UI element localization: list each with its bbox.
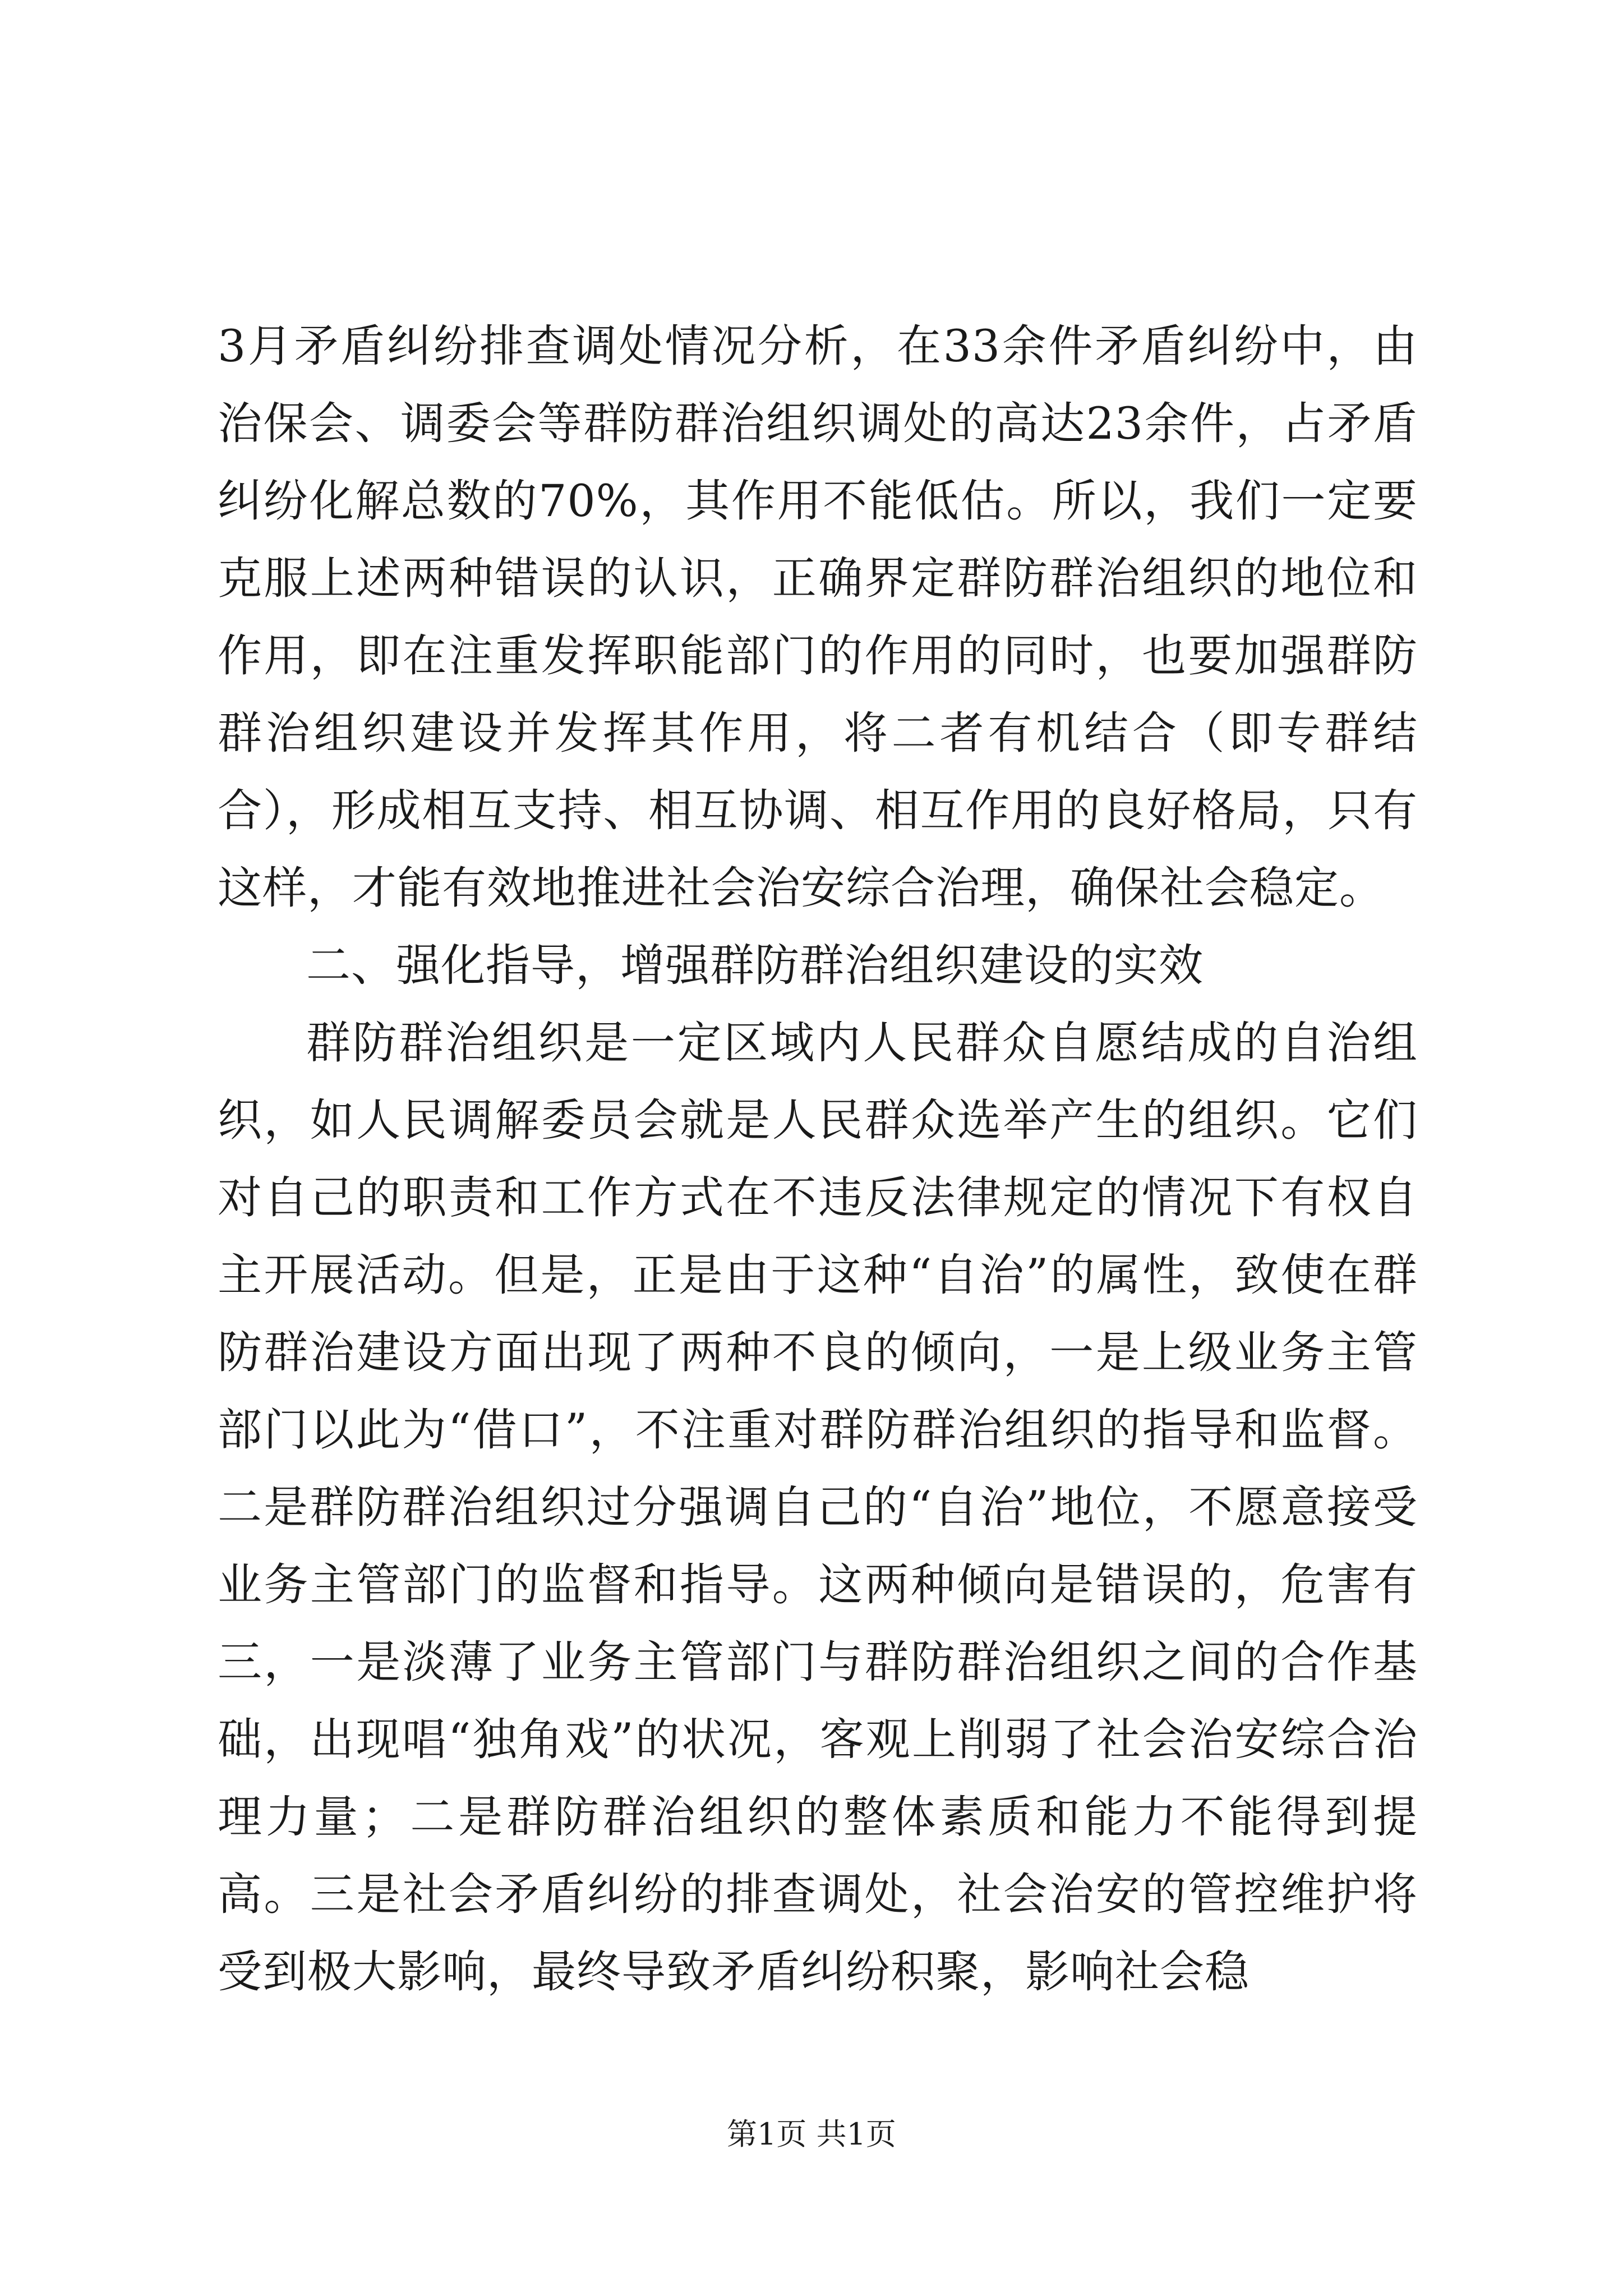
document-body xyxy=(218,307,1418,2010)
paragraph-1: 3月矛盾纠纷排查调处情况分析，在33余件矛盾纠纷中，由治保会、调委会等群防群治组织调处的高达23余件，占矛盾纠纷化解总数的70%，其作用不能低估。所以，我们一定要克服上述两种错误的认识，正确界定群防群治组织的地位和作用，即在注重发挥职能部门的作用的同时，也要加强群防群治组织建设并发挥其作用，将二者有机结合（即专群结合），形成相互支持、相互协调、相互作用的良好格局，只有这样，才能有效地推进社会治安综合治理，确保社会稳定。 xyxy=(218,320,1418,914)
page-footer: 第1页 共1页 xyxy=(727,2116,896,2152)
section-heading: 二、强化指导，增强群防群治组织建设的实效 xyxy=(306,940,1204,991)
paragraph-2: 群防群治组织是一定区域内人民群众自愿结成的自治组织，如人民调解委员会就是人民群众选举产生的组织。它们对自己的职责和工作方式在不违反法律规定的情况下有权自主开展活动。但是，正是由于这种“自治”的属性，致使在群防群治建设方面出现了两种不良的倾向，一是上级业务主管部门以此为“借口”，不注重对群防群治组织的指导和监督。二是群防群治组织过分强调自己的“自治”地位，不愿意接受业务主管部门的监督和指导。这两种倾向是错误的，危害有三，一是淡薄了业务主管部门与群防群治组织之间的合作基础，出现唱“独角戏”的状况，客观上削弱了社会治安综合治理力量；二是群防群治组织的整体素质和能力不能得到提高。三是社会矛盾纠纷的排查调处，社会治安的管控维护将受到极大影响，最终导致矛盾纠纷积聚，影响社会稳 xyxy=(218,1017,1418,1998)
